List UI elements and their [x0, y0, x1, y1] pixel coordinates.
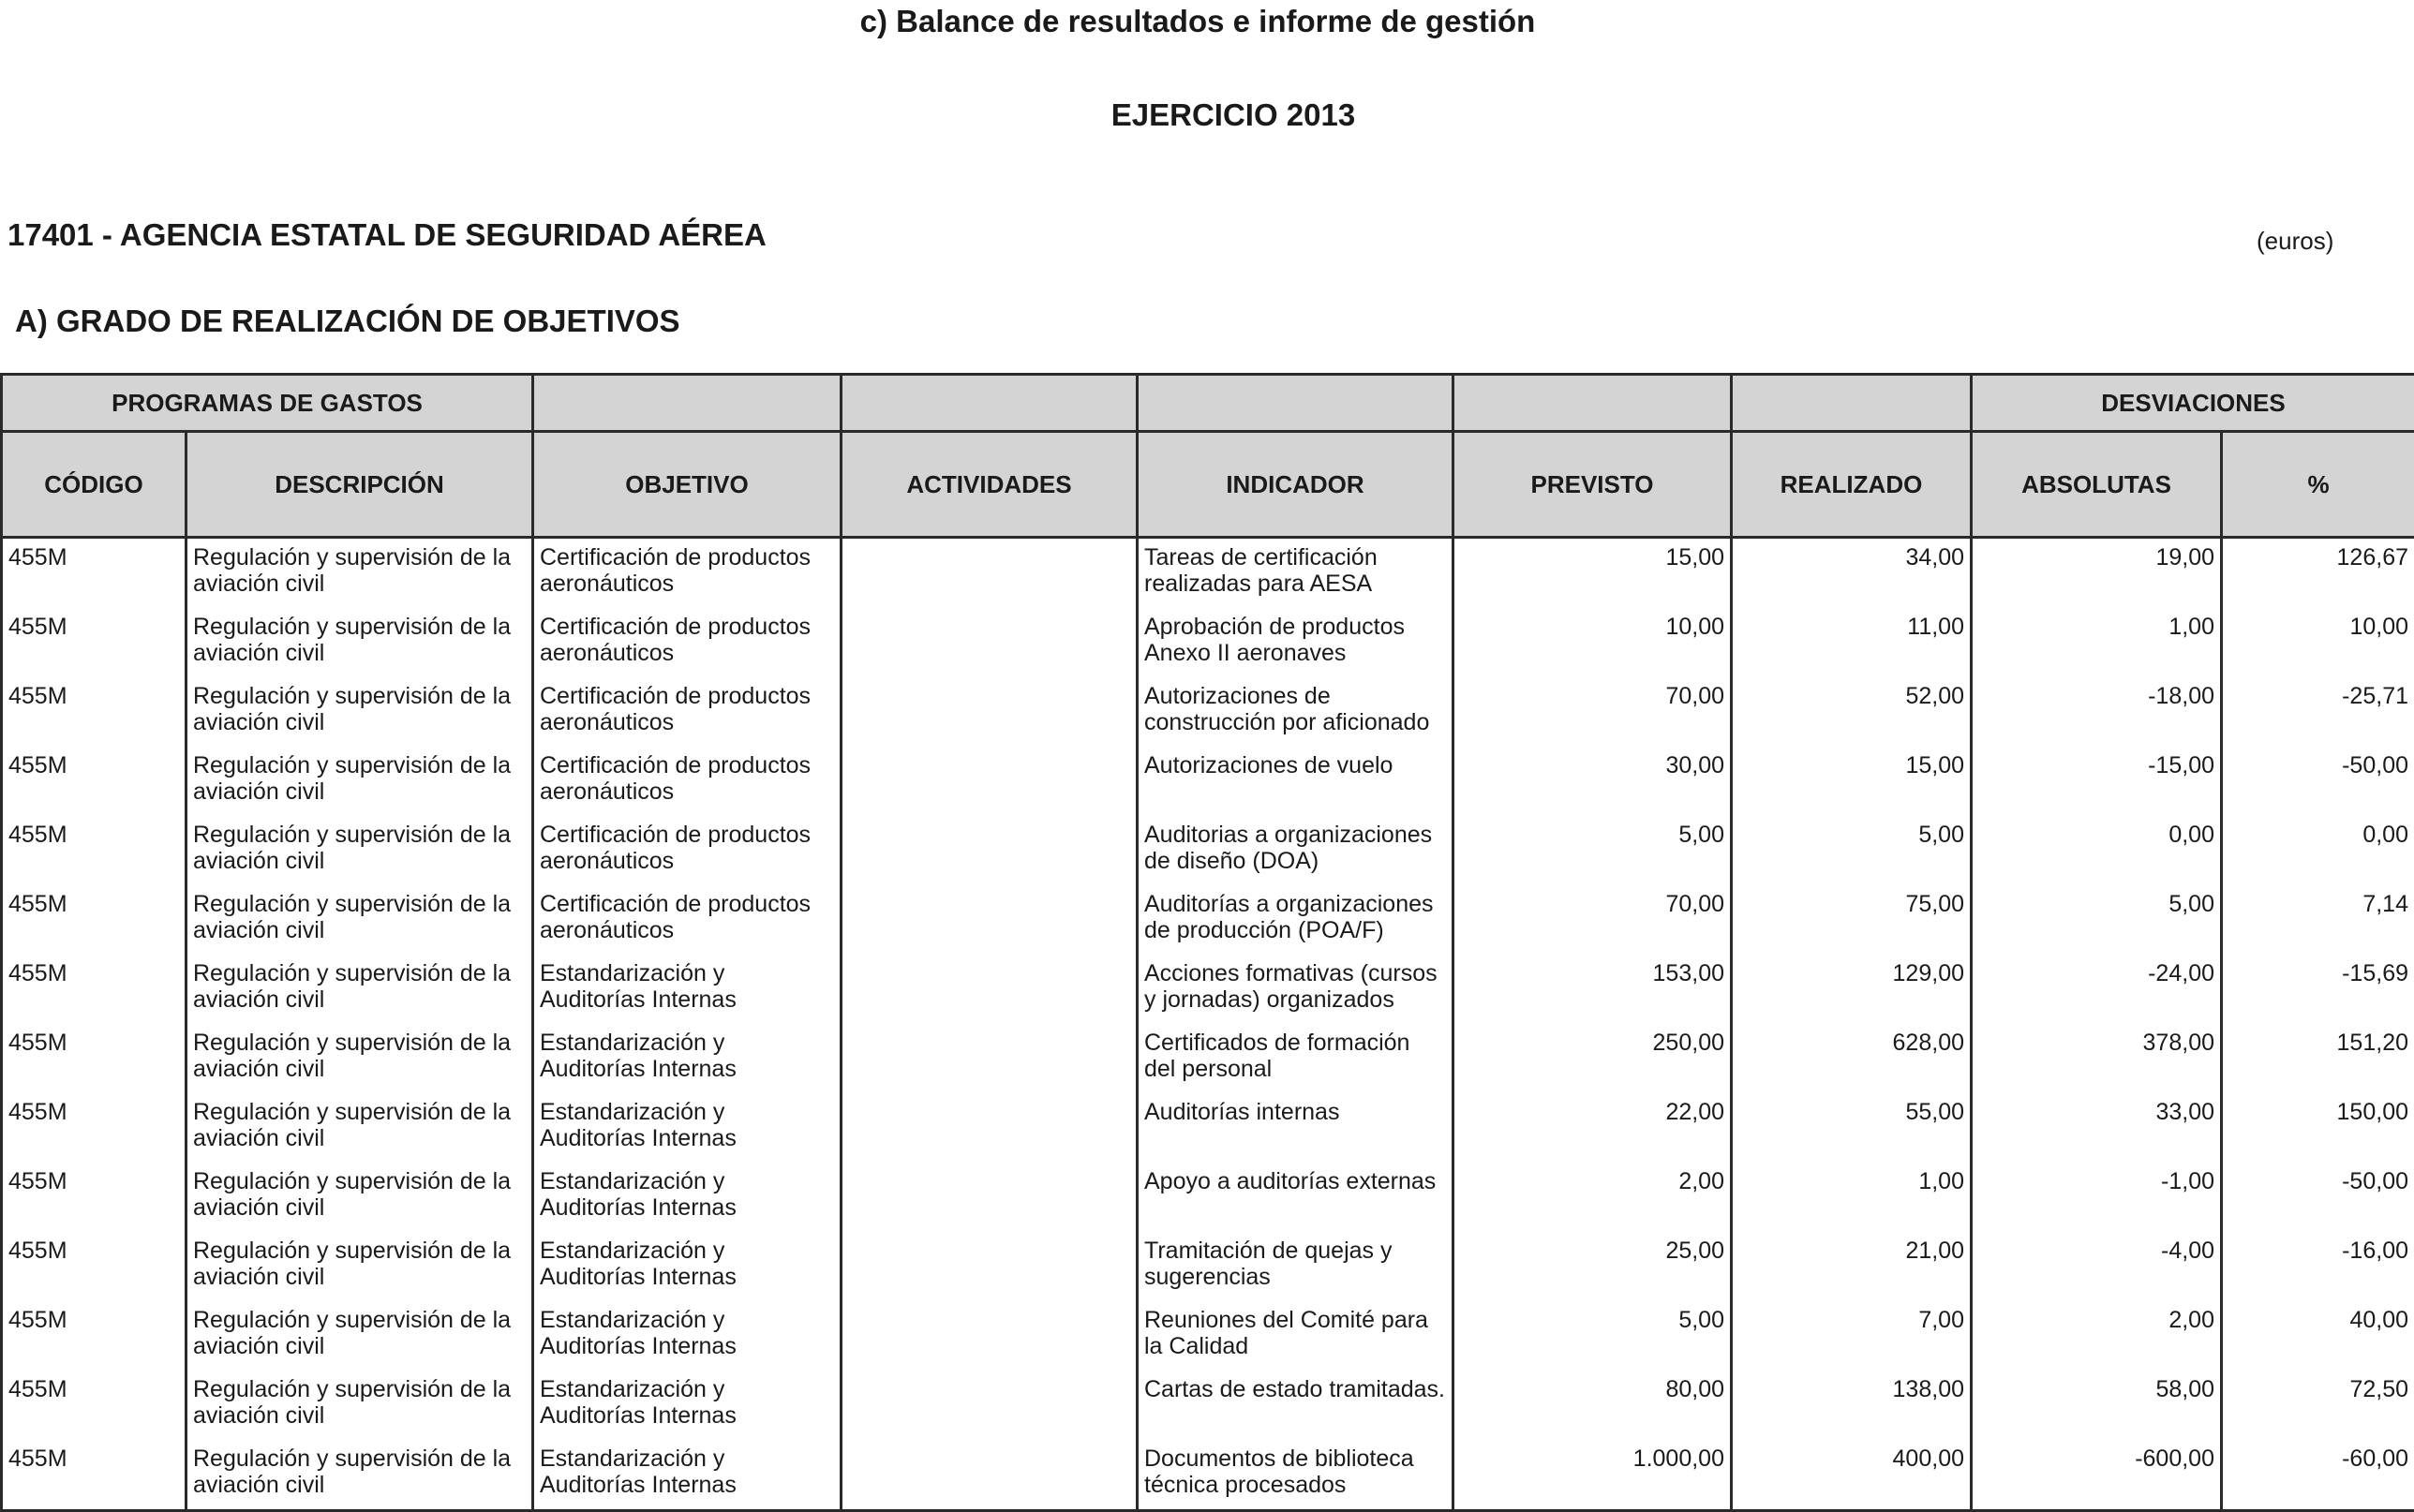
cell-realizado: 5,00	[1732, 816, 1972, 885]
col-header-porcentaje: %	[2222, 432, 2414, 538]
cell-indicador: Aprobación de productos Anexo II aeronaves	[1138, 608, 1453, 677]
cell-actividades	[842, 1301, 1138, 1371]
cell-absolutas: 33,00	[1972, 1093, 2222, 1163]
col-header-previsto: PREVISTO	[1453, 432, 1732, 538]
col-header-actividades: ACTIVIDADES	[842, 432, 1138, 538]
cell-objetivo: Estandarización y Auditorías Internas	[533, 1163, 842, 1232]
cell-pct: 126,67	[2222, 538, 2414, 609]
cell-pct: -16,00	[2222, 1232, 2414, 1301]
cell-indicador: Tareas de certificación realizadas para AESA	[1138, 538, 1453, 609]
group-header-empty	[842, 375, 1138, 432]
cell-codigo: 455M	[2, 816, 186, 885]
cell-realizado: 75,00	[1732, 885, 1972, 955]
cell-codigo: 455M	[2, 1093, 186, 1163]
cell-indicador: Auditorías internas	[1138, 1093, 1453, 1163]
cell-actividades	[842, 1371, 1138, 1440]
cell-absolutas: -4,00	[1972, 1232, 2222, 1301]
cell-objetivo: Estandarización y Auditorías Internas	[533, 1301, 842, 1371]
cell-codigo: 455M	[2, 677, 186, 747]
cell-indicador: Autorizaciones de construcción por aficionado	[1138, 677, 1453, 747]
section-title: A) GRADO DE REALIZACIÓN DE OBJETIVOS	[15, 304, 680, 339]
cell-objetivo: Certificación de productos aeronáuticos	[533, 747, 842, 816]
cell-descripcion: Regulación y supervisión de la aviación civil	[186, 1232, 533, 1301]
cell-objetivo: Certificación de productos aeronáuticos	[533, 816, 842, 885]
cell-indicador: Autorizaciones de vuelo	[1138, 747, 1453, 816]
group-header-row	[2, 375, 2414, 432]
cell-objetivo: Estandarización y Auditorías Internas	[533, 1024, 842, 1093]
table-row	[2, 1301, 2414, 1371]
cell-objetivo: Certificación de productos aeronáuticos	[533, 538, 842, 609]
cell-codigo: 455M	[2, 538, 186, 609]
cell-pct: 0,00	[2222, 816, 2414, 885]
group-header-empty	[1138, 375, 1453, 432]
cell-indicador: Apoyo a auditorías externas	[1138, 1163, 1453, 1232]
cell-codigo: 455M	[2, 1440, 186, 1511]
cell-indicador: Cartas de estado tramitadas.	[1138, 1371, 1453, 1440]
table-row	[2, 1024, 2414, 1093]
cell-indicador: Acciones formativas (cursos y jornadas) organizados	[1138, 955, 1453, 1024]
col-header-descripcion: DESCRIPCIÓN	[186, 432, 533, 538]
table-row	[2, 608, 2414, 677]
cell-previsto: 2,00	[1453, 1163, 1732, 1232]
cell-actividades	[842, 747, 1138, 816]
cell-objetivo: Estandarización y Auditorías Internas	[533, 1371, 842, 1440]
cell-actividades	[842, 1024, 1138, 1093]
cell-realizado: 138,00	[1732, 1371, 1972, 1440]
cell-descripcion: Regulación y supervisión de la aviación civil	[186, 1440, 533, 1511]
cell-codigo: 455M	[2, 1301, 186, 1371]
cell-actividades	[842, 955, 1138, 1024]
cell-realizado: 52,00	[1732, 677, 1972, 747]
exercise-year: EJERCICIO 2013	[26, 97, 2414, 133]
cell-absolutas: 1,00	[1972, 608, 2222, 677]
cell-objetivo: Estandarización y Auditorías Internas	[533, 1440, 842, 1511]
cell-pct: -50,00	[2222, 747, 2414, 816]
cell-pct: 7,14	[2222, 885, 2414, 955]
table-row	[2, 955, 2414, 1024]
cell-previsto: 25,00	[1453, 1232, 1732, 1301]
cell-objetivo: Estandarización y Auditorías Internas	[533, 1093, 842, 1163]
cell-codigo: 455M	[2, 1232, 186, 1301]
table-row	[2, 1093, 2414, 1163]
cell-indicador: Documentos de biblioteca técnica procesados	[1138, 1440, 1453, 1511]
col-header-codigo: CÓDIGO	[2, 432, 186, 538]
cell-pct: -15,69	[2222, 955, 2414, 1024]
cell-previsto: 80,00	[1453, 1371, 1732, 1440]
table-row	[2, 1232, 2414, 1301]
cell-realizado: 1,00	[1732, 1163, 1972, 1232]
cell-absolutas: 5,00	[1972, 885, 2222, 955]
cell-descripcion: Regulación y supervisión de la aviación civil	[186, 816, 533, 885]
cell-objetivo: Certificación de productos aeronáuticos	[533, 677, 842, 747]
cell-absolutas: -600,00	[1972, 1440, 2222, 1511]
cell-previsto: 10,00	[1453, 608, 1732, 677]
cell-codigo: 455M	[2, 1163, 186, 1232]
cell-descripcion: Regulación y supervisión de la aviación civil	[186, 1163, 533, 1232]
cell-realizado: 400,00	[1732, 1440, 1972, 1511]
cell-previsto: 5,00	[1453, 1301, 1732, 1371]
cell-objetivo: Certificación de productos aeronáuticos	[533, 885, 842, 955]
cell-previsto: 153,00	[1453, 955, 1732, 1024]
table-row	[2, 885, 2414, 955]
cell-absolutas: 378,00	[1972, 1024, 2222, 1093]
cell-previsto: 70,00	[1453, 885, 1732, 955]
cell-absolutas: 58,00	[1972, 1371, 2222, 1440]
cell-codigo: 455M	[2, 1024, 186, 1093]
cell-absolutas: 19,00	[1972, 538, 2222, 609]
group-header-desviaciones: DESVIACIONES	[1972, 375, 2414, 432]
cell-pct: 151,20	[2222, 1024, 2414, 1093]
cell-codigo: 455M	[2, 747, 186, 816]
table-row	[2, 1371, 2414, 1440]
cell-realizado: 11,00	[1732, 608, 1972, 677]
cell-absolutas: -15,00	[1972, 747, 2222, 816]
cell-indicador: Certificados de formación del personal	[1138, 1024, 1453, 1093]
cell-descripcion: Regulación y supervisión de la aviación civil	[186, 1371, 533, 1440]
cell-absolutas: 0,00	[1972, 816, 2222, 885]
cell-realizado: 21,00	[1732, 1232, 1972, 1301]
cell-pct: 72,50	[2222, 1371, 2414, 1440]
cell-realizado: 7,00	[1732, 1301, 1972, 1371]
cell-absolutas: 2,00	[1972, 1301, 2222, 1371]
cell-realizado: 129,00	[1732, 955, 1972, 1024]
cell-previsto: 70,00	[1453, 677, 1732, 747]
table-row	[2, 816, 2414, 885]
cell-codigo: 455M	[2, 955, 186, 1024]
cell-descripcion: Regulación y supervisión de la aviación civil	[186, 885, 533, 955]
cell-indicador: Auditorías a organizaciones de producción (POA/F)	[1138, 885, 1453, 955]
cell-actividades	[842, 885, 1138, 955]
cell-actividades	[842, 538, 1138, 609]
cell-actividades	[842, 677, 1138, 747]
cell-objetivo: Certificación de productos aeronáuticos	[533, 608, 842, 677]
objectives-table	[0, 373, 2414, 1512]
cell-actividades	[842, 1093, 1138, 1163]
cell-actividades	[842, 1163, 1138, 1232]
cell-descripcion: Regulación y supervisión de la aviación civil	[186, 538, 533, 609]
cell-actividades	[842, 608, 1138, 677]
cell-actividades	[842, 816, 1138, 885]
col-header-realizado: REALIZADO	[1732, 432, 1972, 538]
column-header-row	[2, 432, 2414, 538]
col-header-objetivo: OBJETIVO	[533, 432, 842, 538]
cell-objetivo: Estandarización y Auditorías Internas	[533, 955, 842, 1024]
cell-previsto: 250,00	[1453, 1024, 1732, 1093]
cell-pct: -50,00	[2222, 1163, 2414, 1232]
table-row	[2, 1163, 2414, 1232]
group-header-empty	[533, 375, 842, 432]
cell-codigo: 455M	[2, 608, 186, 677]
cell-previsto: 1.000,00	[1453, 1440, 1732, 1511]
cell-actividades	[842, 1440, 1138, 1511]
cell-descripcion: Regulación y supervisión de la aviación civil	[186, 747, 533, 816]
col-header-indicador: INDICADOR	[1138, 432, 1453, 538]
cell-previsto: 22,00	[1453, 1093, 1732, 1163]
cell-indicador: Auditorias a organizaciones de diseño (DOA)	[1138, 816, 1453, 885]
cell-realizado: 15,00	[1732, 747, 1972, 816]
cell-descripcion: Regulación y supervisión de la aviación civil	[186, 608, 533, 677]
group-header-empty	[1732, 375, 1972, 432]
table-row	[2, 677, 2414, 747]
cell-realizado: 55,00	[1732, 1093, 1972, 1163]
cell-absolutas: -18,00	[1972, 677, 2222, 747]
cell-descripcion: Regulación y supervisión de la aviación civil	[186, 955, 533, 1024]
cell-pct: 150,00	[2222, 1093, 2414, 1163]
cell-objetivo: Estandarización y Auditorías Internas	[533, 1232, 842, 1301]
cell-absolutas: -24,00	[1972, 955, 2222, 1024]
cell-descripcion: Regulación y supervisión de la aviación civil	[186, 677, 533, 747]
group-header-programas: PROGRAMAS DE GASTOS	[2, 375, 533, 432]
cell-codigo: 455M	[2, 1371, 186, 1440]
document-title: c) Balance de resultados e informe de gestión	[0, 4, 2405, 39]
table-row	[2, 1440, 2414, 1511]
cell-pct: 10,00	[2222, 608, 2414, 677]
table-row	[2, 747, 2414, 816]
currency-unit: (euros)	[2257, 227, 2333, 256]
cell-previsto: 5,00	[1453, 816, 1732, 885]
group-header-empty	[1453, 375, 1732, 432]
cell-previsto: 15,00	[1453, 538, 1732, 609]
cell-pct: 40,00	[2222, 1301, 2414, 1371]
cell-pct: -60,00	[2222, 1440, 2414, 1511]
cell-descripcion: Regulación y supervisión de la aviación civil	[186, 1093, 533, 1163]
cell-descripcion: Regulación y supervisión de la aviación civil	[186, 1301, 533, 1371]
cell-previsto: 30,00	[1453, 747, 1732, 816]
cell-realizado: 628,00	[1732, 1024, 1972, 1093]
cell-descripcion: Regulación y supervisión de la aviación civil	[186, 1024, 533, 1093]
col-header-absolutas: ABSOLUTAS	[1972, 432, 2222, 538]
cell-pct: -25,71	[2222, 677, 2414, 747]
cell-codigo: 455M	[2, 885, 186, 955]
cell-absolutas: -1,00	[1972, 1163, 2222, 1232]
cell-indicador: Reuniones del Comité para la Calidad	[1138, 1301, 1453, 1371]
cell-realizado: 34,00	[1732, 538, 1972, 609]
cell-indicador: Tramitación de quejas y sugerencias	[1138, 1232, 1453, 1301]
table-row	[2, 538, 2414, 609]
entity-name: 17401 - AGENCIA ESTATAL DE SEGURIDAD AÉREA	[7, 217, 767, 253]
cell-actividades	[842, 1232, 1138, 1301]
